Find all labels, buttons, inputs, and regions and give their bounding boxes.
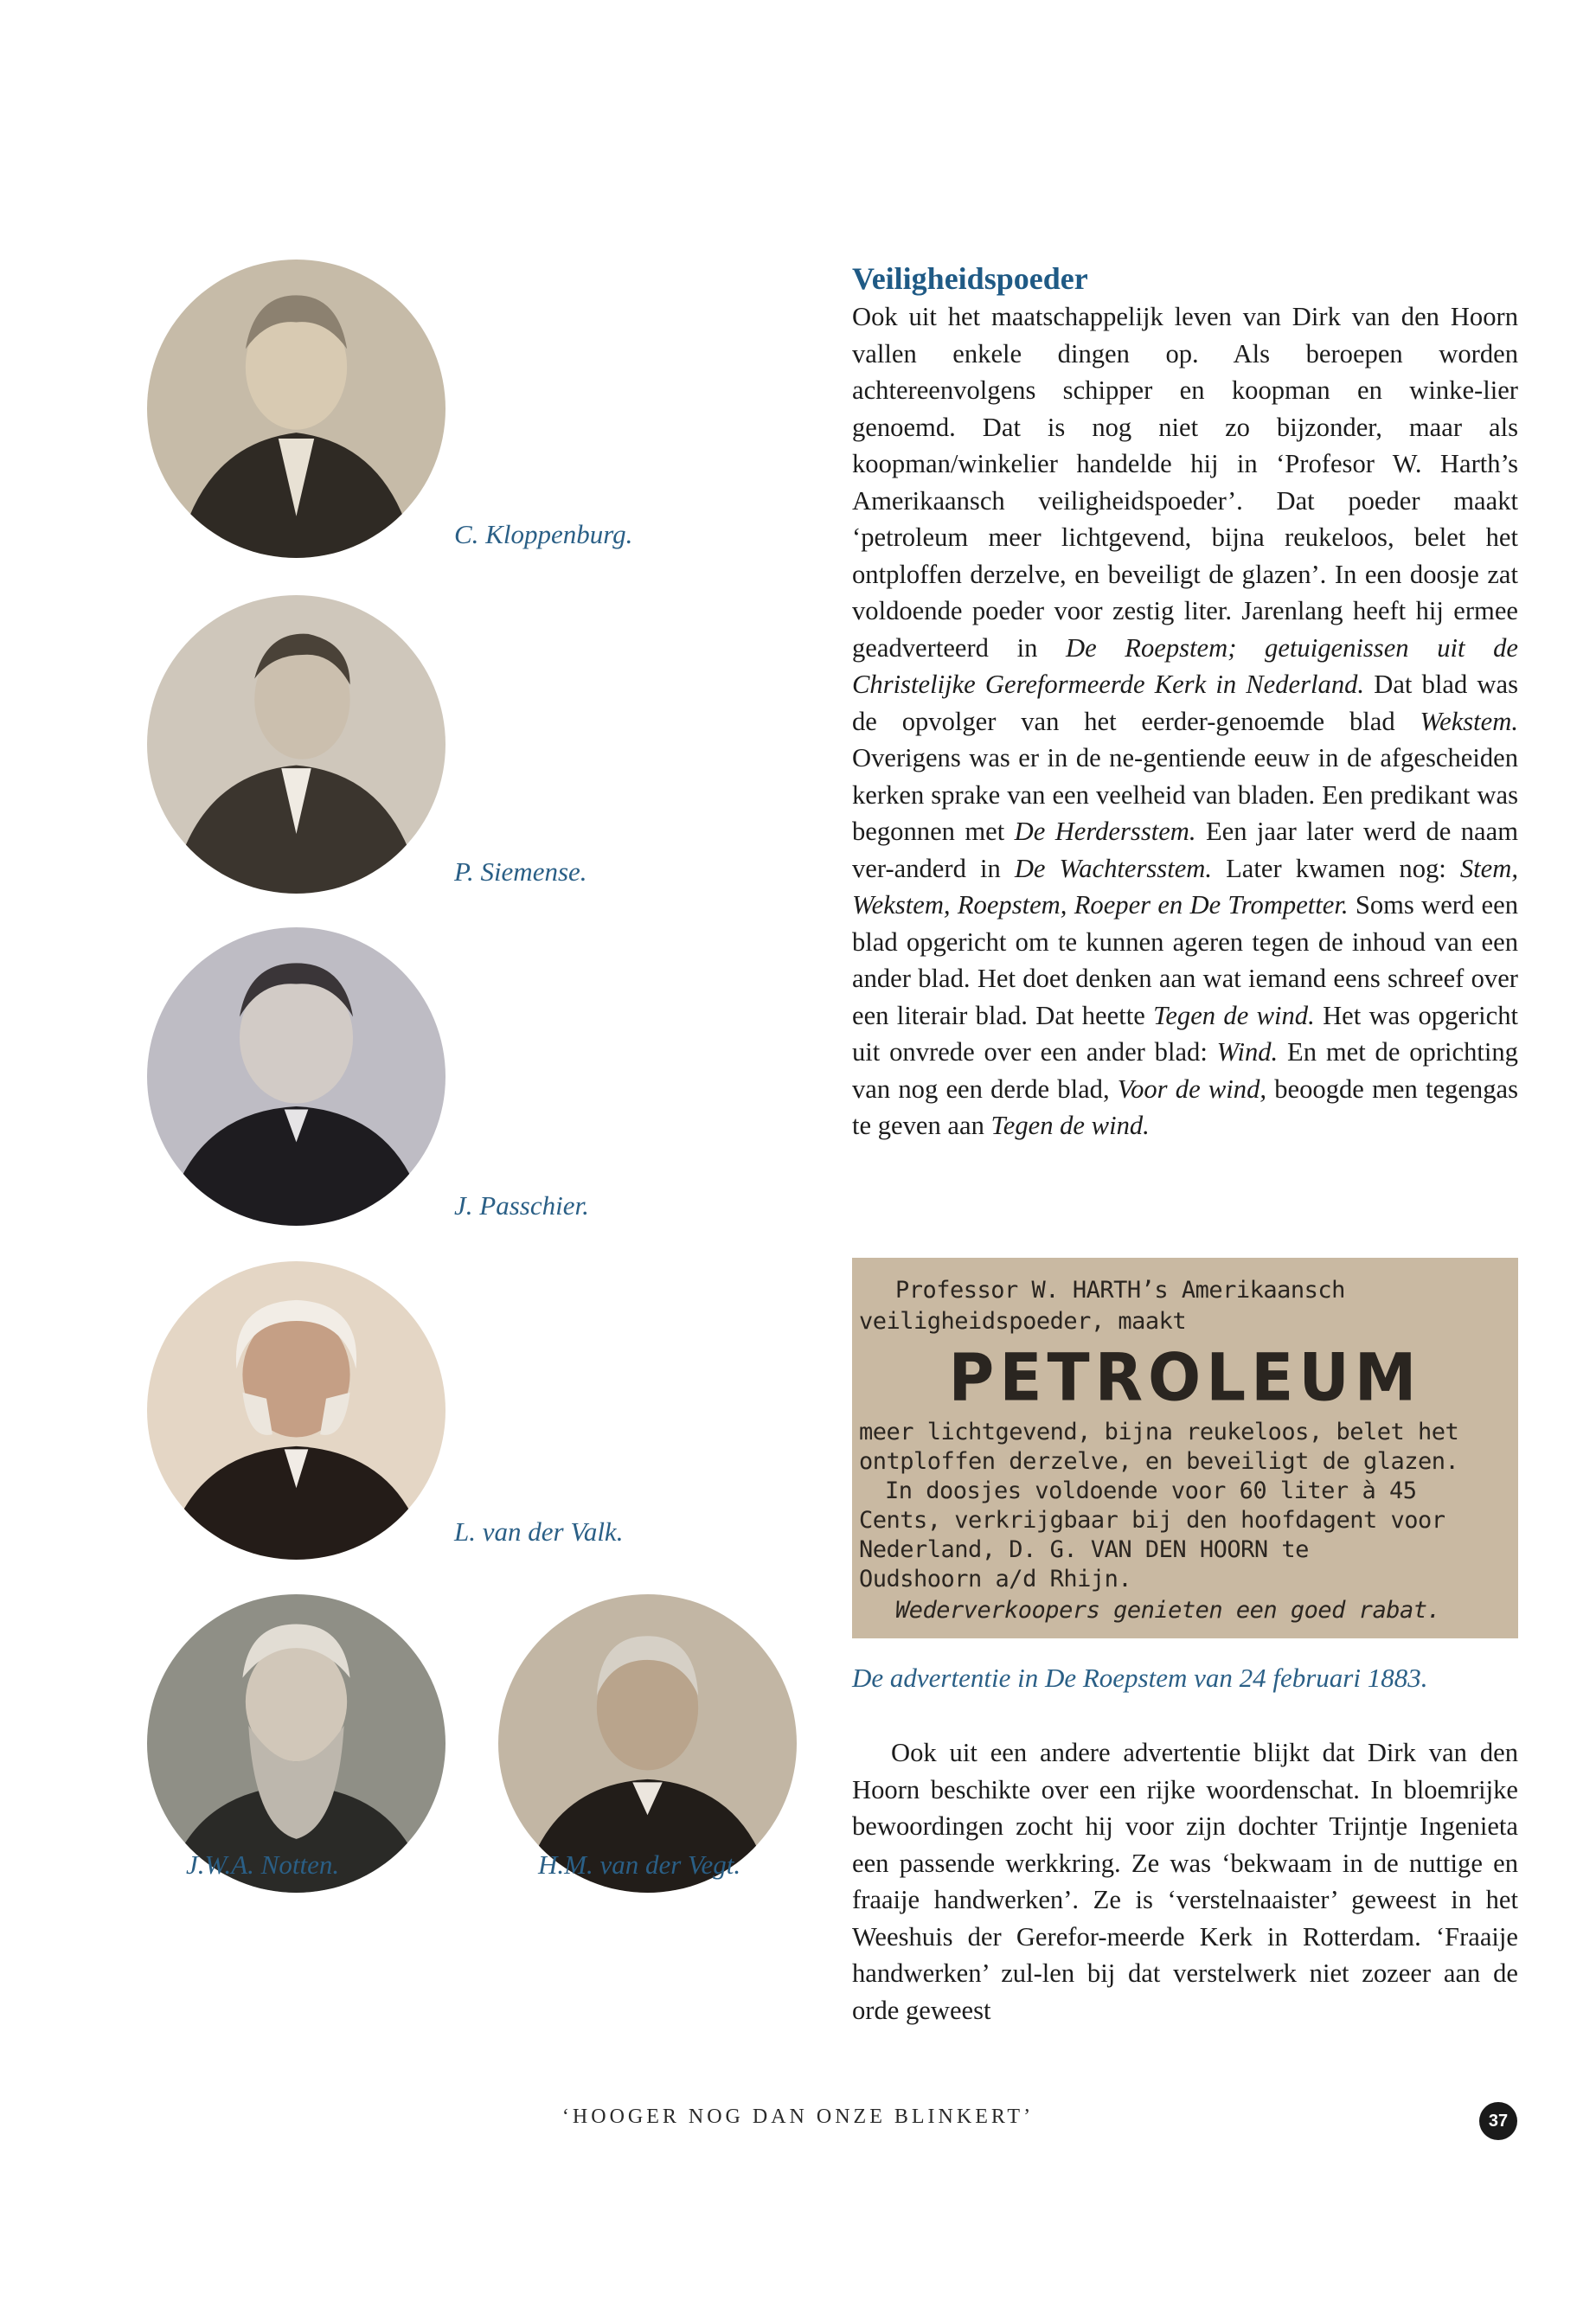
portrait-caption: P. Siemense.	[454, 856, 587, 887]
running-footer-title: ‘HOOGER NOG DAN ONZE BLINKERT’	[561, 2106, 1035, 2128]
body-paragraph: Ook uit een andere advertentie blijkt dat Dirk van den Hoorn beschikte over een rijke woordenschat. In bloemrijke bewoordingen zocht hij voor zijn dochter Trijntje Ingenieta een passende werkkring. Ze was ‘bekwaam in de nuttige en fraaije handwerken’. Ze is ‘verstelnaaister’ geweest in het Weeshuis der Gerefor-meerde Kerk in Rotterdam. ‘Fraaije handwerken’ zul-len bij dat verstelwerk niet zozeer aan de orde geweest	[852, 1738, 1518, 2025]
ad-line: In doosjes voldoende voor 60 liter à 45	[885, 1477, 1417, 1504]
ad-line: Cents, verkrijgbaar bij den hoofdagent voor	[859, 1507, 1445, 1534]
advertisement-caption: De advertentie in De Roepstem van 24 februari 1883.	[852, 1663, 1428, 1693]
portrait-van-der-vegt	[498, 1594, 797, 1893]
publication-title: De Wachtersstem.	[1014, 853, 1213, 883]
ad-line: Oudshoorn a/d Rhijn.	[859, 1566, 1132, 1593]
ad-line: ontploffen derzelve, en beveiligt de glazen.	[859, 1448, 1459, 1475]
portrait-caption: J.W.A. Notten.	[186, 1849, 340, 1880]
portrait-photo-icon	[498, 1594, 797, 1893]
publication-title: Tegen de wind.	[990, 1111, 1150, 1140]
portrait-photo-icon	[147, 260, 445, 558]
publication-title: Tegen de wind.	[1153, 1000, 1315, 1030]
ad-line: Professor W. HARTH’s Amerikaansch	[895, 1277, 1345, 1304]
portrait-siemense	[147, 595, 445, 894]
portrait-photo-icon	[147, 595, 445, 894]
newspaper-advertisement	[852, 1258, 1518, 1638]
portrait-caption: J. Passchier.	[454, 1190, 589, 1221]
publication-title: Stem, Wekstem, Roepstem, Roeper en De Trompetter.	[852, 853, 1518, 920]
ad-line: Nederland, D. G. VAN DEN HOORN te	[859, 1536, 1309, 1563]
portrait-van-der-valk	[147, 1261, 445, 1560]
publication-title: Voor de wind,	[1117, 1074, 1267, 1104]
portrait-photo-icon	[147, 1594, 445, 1893]
section-heading: Veiligheidspoeder	[852, 261, 1088, 296]
portrait-caption: C. Kloppenburg.	[454, 519, 633, 549]
portrait-photo-icon	[147, 1261, 445, 1560]
publication-title: Wind.	[1216, 1037, 1279, 1067]
portrait-caption: H.M. van der Vegt.	[538, 1849, 741, 1880]
publication-title: De Roepstem; getuigenissen uit de Christelijke Gereformeerde Kerk in Nederland.	[852, 632, 1518, 699]
ad-headline: PETROLEUM	[948, 1338, 1422, 1416]
portrait-kloppenburg	[147, 260, 445, 558]
publication-title: Wekstem.	[1420, 706, 1518, 736]
portrait-passchier	[147, 927, 445, 1226]
page-number-badge: 37	[1479, 2102, 1517, 2140]
ad-line: meer lichtgevend, bijna reukeloos, belet het	[859, 1419, 1459, 1445]
publication-title: De Herdersstem.	[1014, 817, 1196, 846]
ad-line: veiligheidspoeder, maakt	[859, 1308, 1187, 1335]
body-paragraph: Ook uit het maatschappelijk leven van Dirk van den Hoorn vallen enkele dingen op. Als beroepen worden achtereenvolgens schipper en koopman en winke-lier genoemd. Dat is nog niet zo bijzonder, maar als koopman/winkelier handelde hij in ‘Profesor W. Harth’s Amerikaansch veiligheidspoeder’. Dat poeder maakt ‘petroleum meer lichtgevend, bijna reukeloos, belet het ontploffen derzelve, en beveiligt de glazen’. In een doosje zat voldoende poeder voor zestig liter. Jarenlang heeft hij ermee geadverteerd in De Roepstem; getuigenissen uit de Christelijke Gereformeerde Kerk in Nederland. Dat blad was de opvolger van het eerder-genoemde blad Wekstem. Overigens was er in de ne-gentiende eeuw in de afgescheiden kerken sprake van een veelheid van bladen. Een predikant was begonnen met De Herdersstem. Een jaar later werd de naam ver-anderd in De Wachtersstem. Later kwamen nog: Stem, Wekstem, Roepstem, Roeper en De Trompetter. Soms werd een blad opgericht om te kunnen ageren tegen de inhoud van een ander blad. Het doet denken aan wat iemand eens schreef over een literair blad. Dat heette Tegen de wind. Het was opgericht uit onvrede over een ander blad: Wind. En met de oprichting van nog een derde blad, Voor de wind, beoogde men tegengas te geven aan Tegen de wind.	[852, 302, 1519, 1140]
portrait-caption: L. van der Valk.	[454, 1516, 624, 1547]
portrait-photo-icon	[147, 927, 445, 1226]
ad-line: Wederverkoopers genieten een goed rabat.	[895, 1597, 1441, 1624]
portrait-notten	[147, 1594, 445, 1893]
